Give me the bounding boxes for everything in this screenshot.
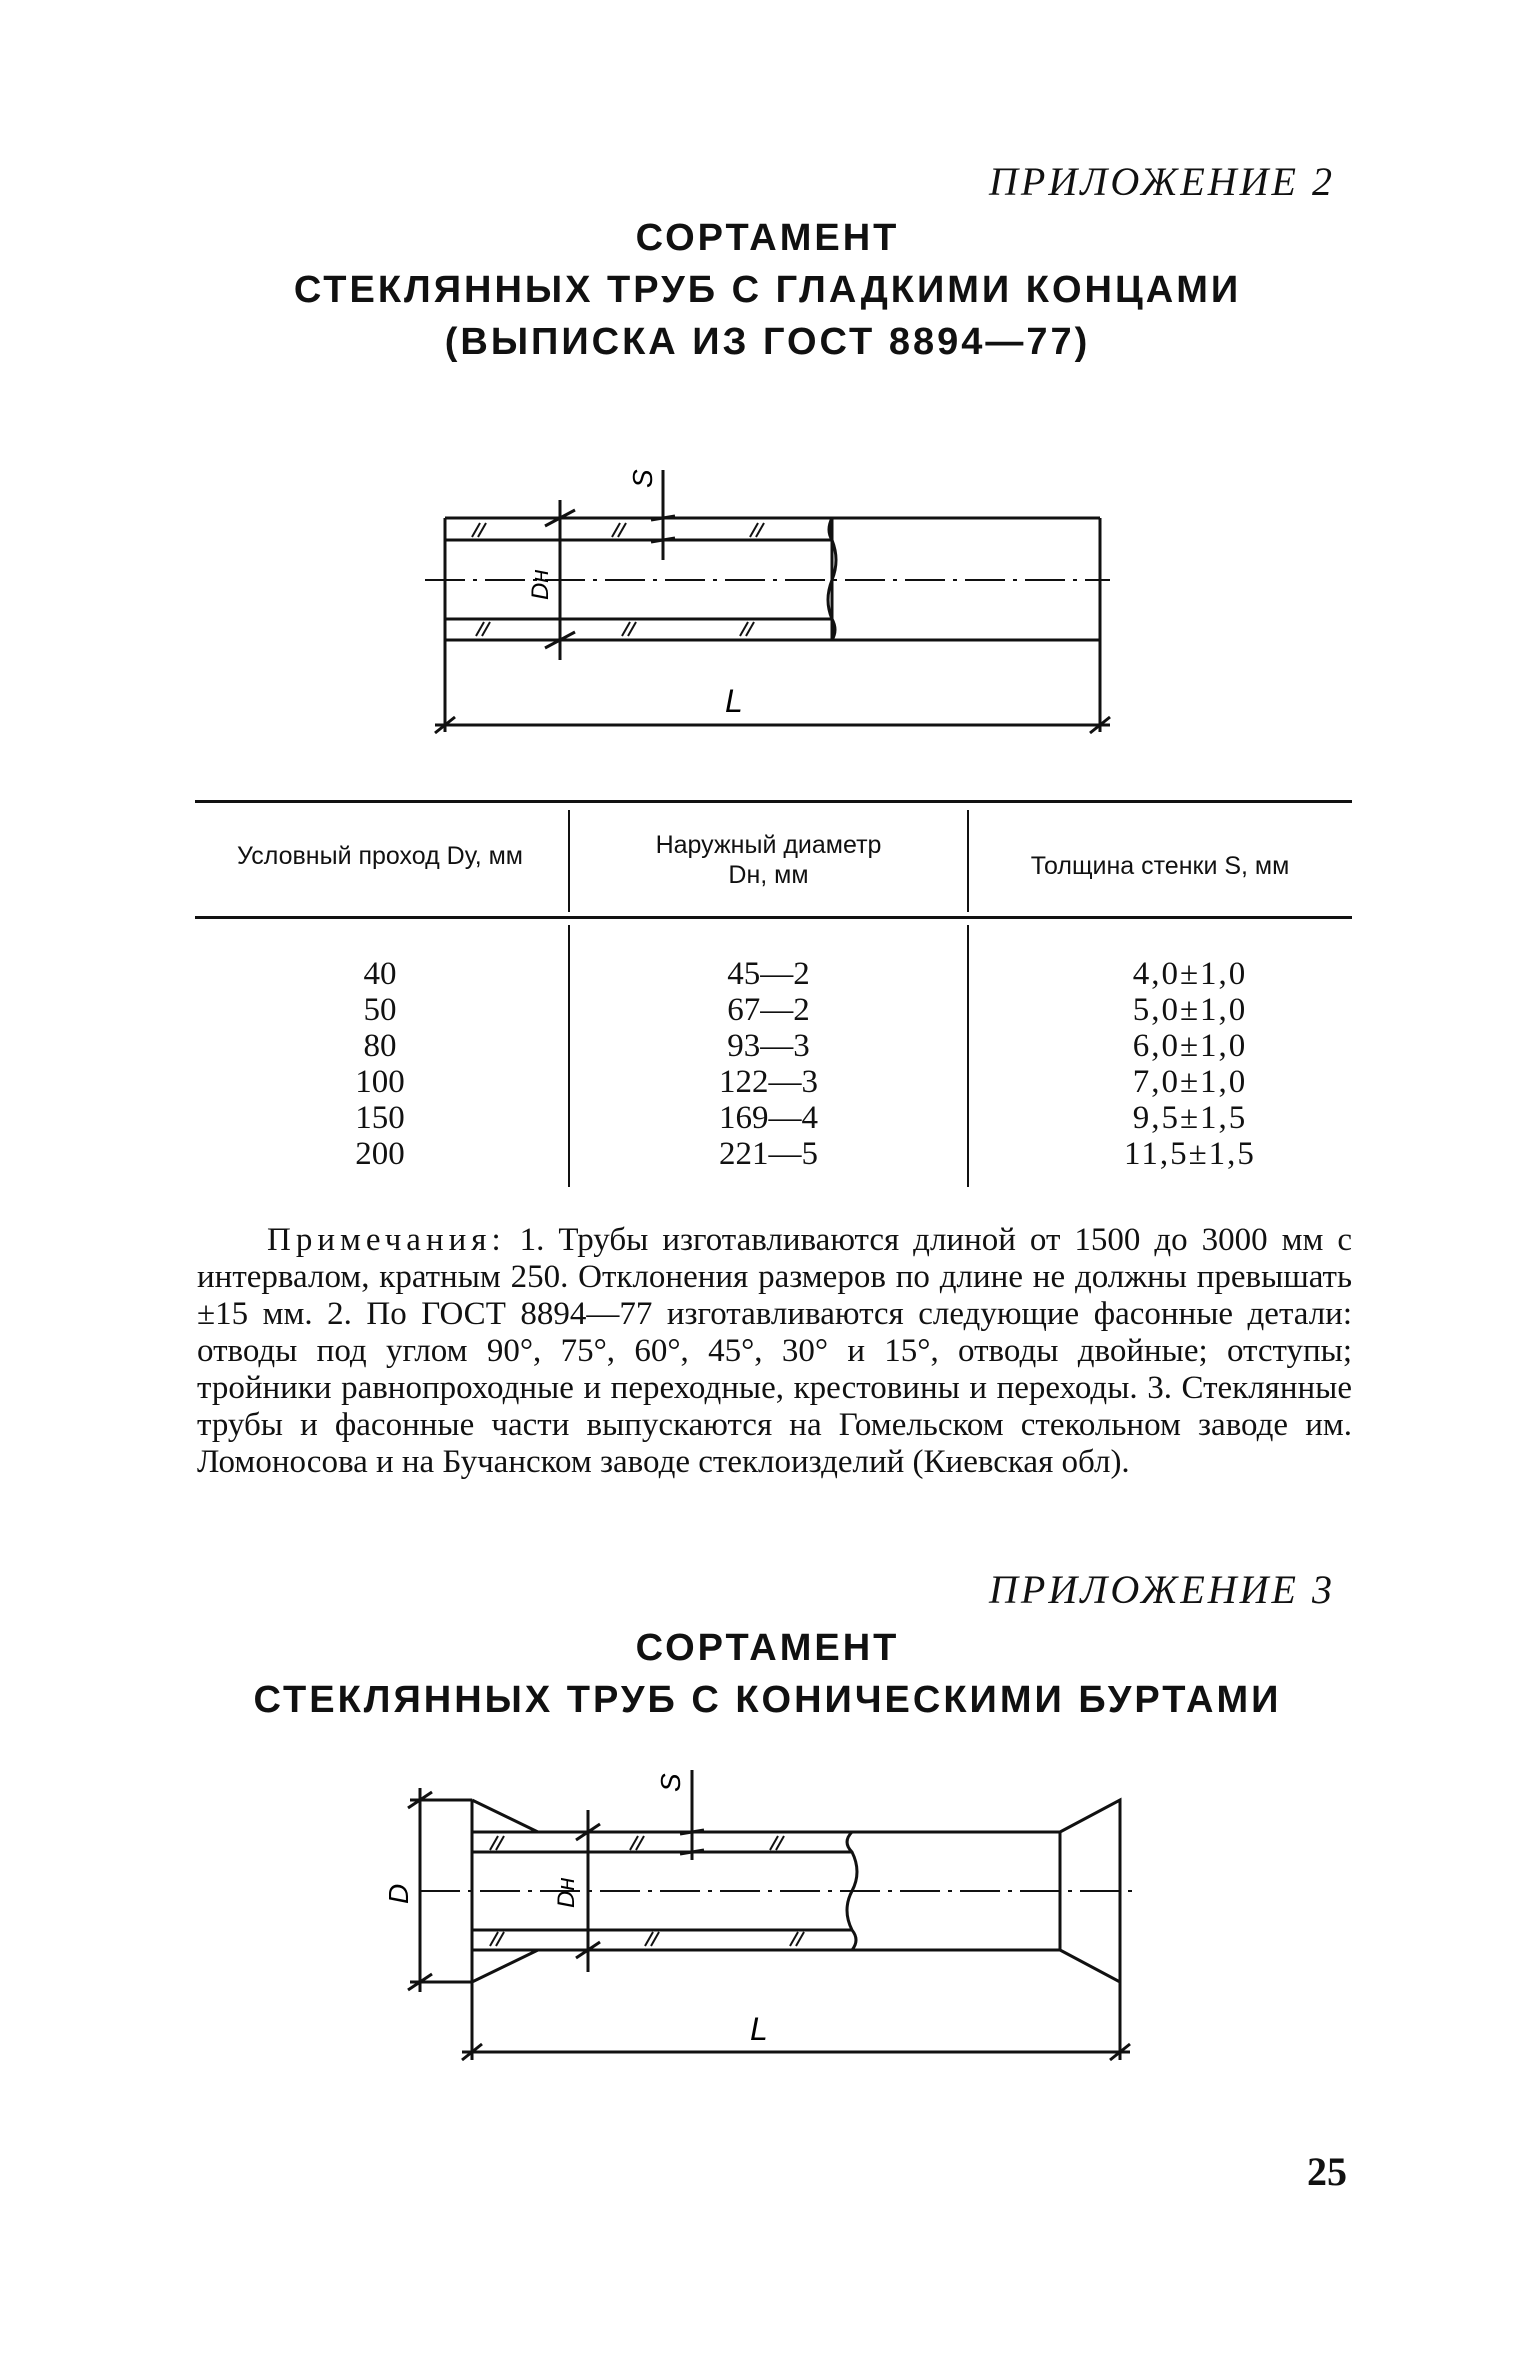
- dn-row: 221—5: [719, 1136, 818, 1172]
- title-line-1: СОРТАМЕНТ: [635, 1627, 900, 1669]
- title-line-2: СТЕКЛЯННЫХ ТРУБ С КОНИЧЕСКИМИ БУРТАМИ: [253, 1679, 1282, 1721]
- appendix-3-title: [0, 1622, 1535, 1726]
- appendix-2-title: [0, 212, 1535, 368]
- column-dy: [195, 956, 565, 1172]
- table-vrule-3: [568, 925, 570, 1187]
- s-row: 6,0±1,0: [1132, 1028, 1248, 1064]
- conical-flange-pipe-drawing: [383, 1760, 1170, 2080]
- l-label: L: [750, 2011, 768, 2047]
- dn-row: 45—2: [727, 956, 810, 992]
- s-row: 5,0±1,0: [1132, 992, 1248, 1028]
- table-vrule-1: [568, 810, 570, 912]
- page-number: 25: [1307, 2149, 1347, 2194]
- header-dn-line1: Наружный диаметр: [655, 831, 882, 859]
- s-row: 4,0±1,0: [1132, 956, 1248, 992]
- dy-row: 50: [363, 992, 397, 1028]
- s-label: S: [655, 1773, 686, 1792]
- column-dn: [572, 956, 965, 1172]
- header-s: Толщина стенки S, мм: [1030, 852, 1290, 880]
- appendix-3-label: ПРИЛОЖЕНИЕ 3: [989, 1567, 1335, 1612]
- header-dy: Условный проход Dу, мм: [237, 842, 523, 870]
- dn-row: 122—3: [719, 1064, 818, 1100]
- smooth-end-pipe-drawing: [420, 460, 1120, 760]
- dn-row: 93—3: [727, 1028, 810, 1064]
- table-vrule-4: [967, 925, 969, 1187]
- column-s: [1040, 956, 1340, 1172]
- table-top-rule: [195, 800, 1352, 803]
- l-label: L: [725, 683, 743, 719]
- dy-row: 40: [363, 956, 397, 992]
- notes-text: 1. Трубы изготавливаются длиной от 1500 до 3000 мм с интервалом, кратным 250. Отклонения размеров по длине не должны превышать ±15 мм. 2. По ГОСТ 8894—77 изготавливаются следующие фасонные детали: отводы под углом 90°, 75°, 60°, 45°, 30° и 15°, отводы двойные; отступы; тройники равнопроходные и переходные, крестовины и переходы. 3. Стеклянные трубы и фасонные части выпускаются на Гомельском стекольном заводе им. Ломоносова и на Бучанском заводе стеклоизделий (Киевская обл).: [197, 1222, 1352, 1480]
- dy-row: 80: [363, 1028, 397, 1064]
- table-header-rule: [195, 916, 1352, 919]
- s-row: 11,5±1,5: [1124, 1136, 1256, 1172]
- dn-label: Dн: [527, 569, 554, 600]
- table-vrule-2: [967, 810, 969, 912]
- title-line-1: СОРТАМЕНТ: [635, 217, 900, 259]
- dn-row: 169—4: [719, 1100, 818, 1136]
- dy-row: 100: [355, 1064, 405, 1100]
- dy-row: 200: [355, 1136, 405, 1172]
- dn-label: Dн: [553, 1877, 580, 1908]
- title-line-2: СТЕКЛЯННЫХ ТРУБ С ГЛАДКИМИ КОНЦАМИ: [293, 269, 1242, 311]
- dn-row: 67—2: [727, 992, 810, 1028]
- header-dn-line2: Dн, мм: [728, 861, 809, 889]
- s-row: 7,0±1,0: [1132, 1064, 1248, 1100]
- notes-paragraph: [197, 1222, 1352, 1481]
- appendix-2-label: ПРИЛОЖЕНИЕ 2: [989, 159, 1335, 204]
- dy-row: 150: [355, 1100, 405, 1136]
- title-line-3: (ВЫПИСКА ИЗ ГОСТ 8894—77): [444, 321, 1091, 363]
- d-label: D: [383, 1883, 414, 1904]
- s-row: 9,5±1,5: [1132, 1100, 1248, 1136]
- header-dn: [572, 830, 965, 890]
- notes-label: Примечания:: [267, 1222, 506, 1258]
- s-label: S: [627, 469, 658, 488]
